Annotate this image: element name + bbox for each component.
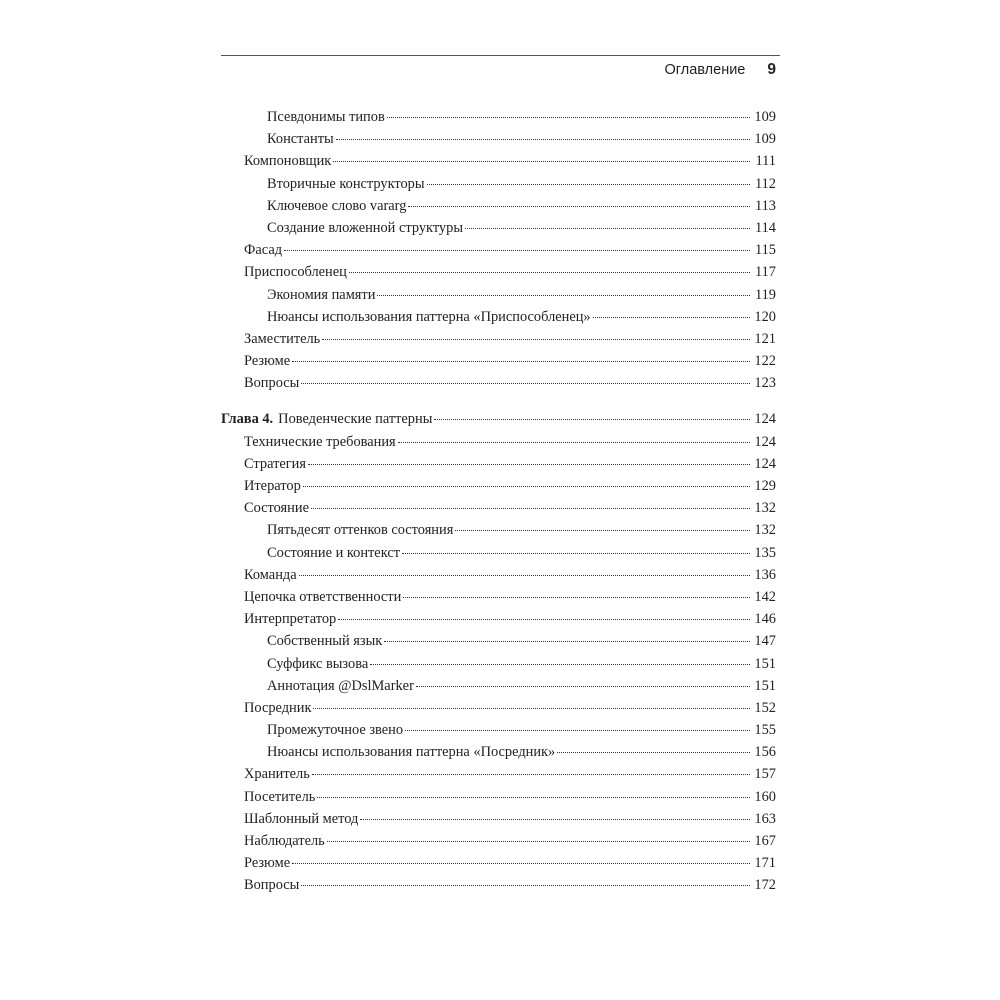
dot-leader [284, 250, 750, 251]
dot-leader [557, 752, 750, 753]
dot-leader [299, 575, 750, 576]
toc-entry-page: 135 [754, 544, 776, 561]
toc-entry-page: 113 [754, 197, 776, 214]
toc-entry-title: Нюансы использования паттерна «Посредник» [267, 744, 556, 761]
toc-entry-page: 112 [754, 175, 776, 192]
toc-entry [221, 608, 776, 630]
toc-entry [221, 741, 776, 763]
toc-entry-title: Суффикс вызова [267, 655, 369, 672]
toc-entry [221, 350, 776, 372]
dot-leader [465, 228, 750, 229]
toc-entry [221, 173, 776, 195]
dot-leader [398, 442, 750, 443]
dot-leader [322, 339, 750, 340]
toc-entry-title: Приспособленец [244, 264, 347, 281]
toc-entry-page: 172 [754, 877, 776, 894]
toc-entry-page: 152 [754, 699, 776, 716]
toc-entry-title: Псевдонимы типов [267, 109, 385, 125]
toc-entry-page: 114 [754, 219, 776, 236]
toc-entry-page: 122 [754, 353, 776, 370]
toc-entry-title: Наблюдатель [244, 833, 325, 849]
running-header-title: Оглавление [664, 62, 746, 78]
toc-entry-title: Пятьдесят оттенков состояния [267, 522, 454, 539]
toc-entry-title: Интерпретатор [244, 611, 337, 628]
toc-entry [221, 786, 776, 808]
running-header [221, 60, 776, 80]
toc-entry [221, 150, 776, 172]
dot-leader [336, 139, 750, 140]
toc-entry-title: Команда [244, 566, 297, 583]
toc-entry [221, 195, 776, 217]
toc-entry [221, 328, 776, 350]
toc-entry [221, 564, 776, 586]
toc-entry [221, 630, 776, 652]
toc-entry-page: 132 [754, 500, 776, 517]
dot-leader [593, 317, 750, 318]
dot-leader [403, 597, 750, 598]
toc-entry-page: 129 [754, 478, 776, 494]
toc-entry-page: 123 [754, 375, 776, 392]
toc-entry-title: Вопросы [244, 877, 300, 894]
dot-leader [416, 686, 750, 687]
toc-entry [221, 284, 776, 306]
toc-entry [221, 653, 776, 675]
toc-entry-title: Вторичные конструкторы [267, 175, 425, 192]
toc-entry-page: 147 [754, 633, 776, 650]
toc-entry [221, 372, 776, 394]
dot-leader [313, 708, 750, 709]
toc-entry-title: Константы [267, 131, 334, 148]
toc-entry-page: 151 [754, 677, 776, 694]
toc-entry-page: 146 [754, 611, 776, 628]
toc-entry-page: 156 [754, 744, 776, 761]
dot-leader [312, 774, 750, 775]
toc-entry [221, 697, 776, 719]
dot-leader [311, 508, 750, 509]
dot-leader [387, 117, 750, 118]
toc-entry-page: 151 [754, 655, 776, 672]
toc-entry [221, 852, 776, 874]
toc-entry-page: 155 [754, 722, 776, 739]
toc-entry [221, 874, 776, 896]
toc-chapter-prefix: Глава 4. [221, 411, 274, 428]
toc-entry-page: 124 [754, 455, 776, 472]
toc-entry-page: 124 [754, 411, 776, 428]
toc-entry-page: 132 [754, 522, 776, 539]
toc-entry-title: Аннотация @DslMarker [267, 677, 414, 694]
dot-leader [349, 272, 750, 273]
toc-entry-title: Промежуточное звено [267, 722, 404, 739]
dot-leader [301, 885, 750, 886]
toc-entry-page: 142 [754, 588, 776, 605]
dot-leader [455, 530, 750, 531]
dot-leader [327, 841, 750, 842]
toc-entry-title: Состояние [244, 500, 309, 517]
dot-leader [384, 641, 750, 642]
toc-entry-page: 111 [755, 153, 776, 170]
toc-entry [221, 128, 776, 150]
toc-entry-page: 120 [754, 308, 776, 325]
toc-entry-title: Экономия памяти [267, 286, 376, 303]
toc-entry-title: Создание вложенной структуры [267, 219, 463, 236]
dot-leader [292, 361, 750, 362]
toc-entry-title: Собственный язык [267, 633, 383, 650]
toc-entry-page: 124 [754, 433, 776, 450]
toc-entry-title: Резюме [244, 855, 291, 872]
toc-entry [221, 542, 776, 564]
toc-entry-title: Резюме [244, 353, 291, 370]
toc-entry [221, 217, 776, 239]
toc-entry-page: 117 [754, 264, 776, 281]
toc-entry-page: 109 [754, 131, 776, 148]
toc-entry [221, 306, 776, 328]
toc-entry-page: 157 [754, 766, 776, 783]
toc-entry [221, 519, 776, 541]
dot-leader [303, 486, 750, 487]
toc-entry-title: Нюансы использования паттерна «Приспособленец» [267, 308, 591, 325]
toc-entry [221, 239, 776, 261]
toc-entry [221, 261, 776, 283]
toc-entry [221, 586, 776, 608]
toc-entry-page: 171 [754, 855, 776, 872]
toc-entry-page: 115 [754, 242, 776, 259]
toc-entry-title: Стратегия [244, 455, 306, 472]
dot-leader [370, 664, 750, 665]
toc-entry [221, 431, 776, 453]
dot-leader [434, 419, 750, 420]
toc-entry-title: Вопросы [244, 375, 300, 392]
dot-leader [317, 797, 750, 798]
toc-entry-page: 119 [754, 286, 776, 303]
toc-entry [221, 106, 776, 128]
toc-entry-title: Заместитель [244, 330, 321, 347]
header-rule [221, 55, 780, 56]
toc-entry-title: Фасад [244, 242, 283, 259]
toc-entry [221, 475, 776, 497]
toc-entry [221, 453, 776, 475]
dot-leader [338, 619, 750, 620]
toc-entry [221, 719, 776, 741]
running-header-page-number: 9 [767, 61, 776, 78]
toc-entry [221, 808, 776, 830]
dot-leader [301, 383, 750, 384]
dot-leader [308, 464, 750, 465]
dot-leader [377, 295, 750, 296]
toc-entry-title: Поведенческие паттерны [278, 411, 433, 428]
toc-entry [221, 830, 776, 852]
dot-leader [405, 730, 750, 731]
toc-entry [221, 675, 776, 697]
toc-entry-title: Посетитель [244, 788, 316, 805]
toc-entry-title: Ключевое слово vararg [267, 197, 407, 214]
toc-entry-title: Посредник [244, 699, 312, 716]
toc-chapter-entry [221, 408, 776, 430]
dot-leader [427, 184, 750, 185]
dot-leader [402, 553, 750, 554]
dot-leader [333, 161, 750, 162]
toc-entry-page: 121 [754, 330, 776, 347]
toc-entry-title: Компоновщик [244, 153, 332, 170]
toc-entry [221, 497, 776, 519]
toc-entry-title: Хранитель [244, 766, 310, 783]
table-of-contents [221, 106, 776, 897]
toc-entry-title: Итератор [244, 478, 301, 494]
dot-leader [292, 863, 750, 864]
toc-entry-title: Цепочка ответственности [244, 588, 402, 605]
toc-entry [221, 763, 776, 785]
toc-entry-page: 163 [754, 810, 776, 827]
toc-entry-title: Состояние и контекст [267, 544, 401, 561]
toc-entry-page: 167 [754, 833, 776, 849]
dot-leader [408, 206, 750, 207]
dot-leader [360, 819, 750, 820]
toc-entry-page: 109 [754, 109, 776, 125]
toc-entry-title: Шаблонный метод [244, 810, 359, 827]
toc-entry-title: Технические требования [244, 433, 396, 450]
toc-entry-page: 136 [754, 566, 776, 583]
toc-entry-page: 160 [754, 788, 776, 805]
